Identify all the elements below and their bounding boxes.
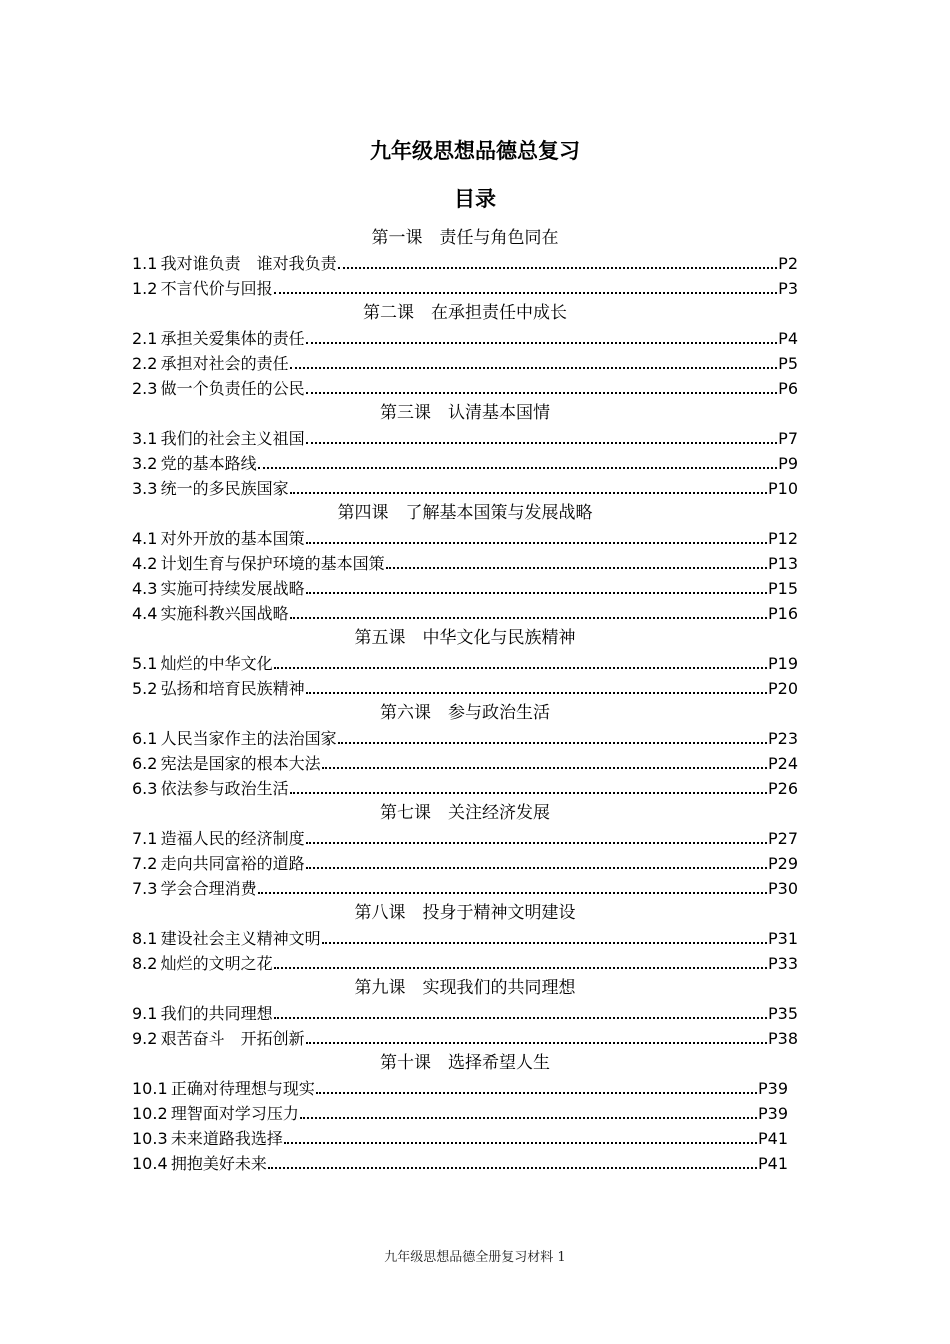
toc-entry-number: 1.2: [132, 279, 158, 298]
dot-leader: [274, 667, 767, 669]
toc-entry-page: P19: [767, 654, 798, 673]
toc-entry-label: 走向共同富裕的道路: [160, 854, 305, 873]
dot-leader: [306, 442, 778, 444]
toc-entry-label: 建设社会主义精神文明: [160, 929, 321, 948]
lesson-heading[interactable]: 第八课 投身于精神文明建设: [354, 903, 576, 923]
toc-entry[interactable]: [132, 776, 798, 801]
dot-leader: [290, 792, 767, 794]
dot-leader: [306, 542, 767, 544]
dot-leader: [306, 692, 767, 694]
toc-entry-label: 弘扬和培育民族精神: [160, 679, 305, 698]
toc-entry-label: 统一的多民族国家: [160, 479, 289, 498]
toc-entry[interactable]: [132, 476, 798, 501]
toc-entry-label: 我们的社会主义祖国: [160, 429, 305, 448]
toc-entry-label: 计划生育与保护环境的基本国策: [160, 554, 385, 573]
toc-entry[interactable]: [132, 876, 798, 901]
toc-entry-label: 我对谁负责 谁对我负责: [160, 254, 337, 273]
toc-entry-page: P16: [767, 604, 798, 623]
toc-entry[interactable]: [132, 1126, 798, 1151]
dot-leader: [322, 942, 767, 944]
toc-entry-page: P24: [767, 754, 798, 773]
dot-leader: [338, 742, 767, 744]
page-footer: 九年级思想品德全册复习材料 1: [384, 1250, 566, 1265]
dot-leader: [258, 467, 778, 469]
toc-entry-number: 9.1: [132, 1004, 158, 1023]
toc-entry[interactable]: [132, 1151, 798, 1176]
dot-leader: [306, 842, 767, 844]
toc-entry-number: 9.2: [132, 1029, 158, 1048]
toc-entry-page: P6: [778, 379, 798, 398]
toc-entry-number: 10.3: [132, 1129, 168, 1148]
toc-entry[interactable]: [132, 426, 798, 451]
toc-entry-number: 10.1: [132, 1079, 168, 1098]
dot-leader: [306, 592, 767, 594]
toc-entry-label: 人民当家作主的法治国家: [160, 729, 337, 748]
toc-entry[interactable]: [132, 526, 798, 551]
toc-entry[interactable]: [132, 376, 798, 401]
dot-leader: [290, 492, 767, 494]
toc-entry-label: 拥抱美好未来: [170, 1154, 267, 1173]
toc-entry-number: 2.1: [132, 329, 158, 348]
toc-entry-page: P20: [767, 679, 798, 698]
toc-entry-number: 4.1: [132, 529, 158, 548]
toc-entry[interactable]: [132, 276, 798, 301]
toc-entry-label: 灿烂的文明之花: [160, 954, 273, 973]
toc-entry[interactable]: [132, 851, 798, 876]
lesson-heading[interactable]: 第四课 了解基本国策与发展战略: [337, 503, 593, 523]
toc-entry-page: P4: [778, 329, 798, 348]
dot-leader: [284, 1142, 757, 1144]
dot-leader: [274, 967, 767, 969]
toc-entry-label: 正确对待理想与现实: [170, 1079, 315, 1098]
toc-entry-number: 6.3: [132, 779, 158, 798]
toc-entry-page: P38: [767, 1029, 798, 1048]
toc-entry-label: 未来道路我选择: [170, 1129, 283, 1148]
toc-entry-page: P13: [767, 554, 798, 573]
toc-entry[interactable]: [132, 826, 798, 851]
toc-entry[interactable]: [132, 1026, 798, 1051]
toc-entry-page: P12: [767, 529, 798, 548]
toc-entry-page: P2: [778, 254, 798, 273]
toc-entry[interactable]: [132, 601, 798, 626]
dot-leader: [290, 617, 767, 619]
toc-entry-number: 10.4: [132, 1154, 168, 1173]
toc-entry-page: P7: [778, 429, 798, 448]
dot-leader: [316, 1092, 757, 1094]
toc-entry[interactable]: [132, 1001, 798, 1026]
dot-leader: [258, 892, 767, 894]
toc-entry-number: 5.2: [132, 679, 158, 698]
lesson-heading[interactable]: 第十课 选择希望人生: [380, 1053, 550, 1073]
toc-entry-page: P15: [767, 579, 798, 598]
toc-entry-number: 4.2: [132, 554, 158, 573]
dot-leader: [386, 567, 767, 569]
table-of-contents: [132, 226, 798, 1176]
toc-entry-label: 造福人民的经济制度: [160, 829, 305, 848]
toc-entry[interactable]: [132, 1076, 798, 1101]
toc-entry-page: P31: [767, 929, 798, 948]
toc-entry-number: 3.3: [132, 479, 158, 498]
toc-entry-label: 艰苦奋斗 开拓创新: [160, 1029, 305, 1048]
toc-entry-page: P39: [757, 1104, 788, 1123]
toc-entry[interactable]: [132, 1101, 798, 1126]
lesson-heading[interactable]: 第三课 认清基本国情: [380, 403, 550, 423]
lesson-heading[interactable]: 第九课 实现我们的共同理想: [354, 978, 576, 998]
toc-entry-label: 承担关爱集体的责任: [160, 329, 305, 348]
toc-entry-number: 1.1: [132, 254, 158, 273]
toc-entry-page: P29: [767, 854, 798, 873]
dot-leader: [338, 267, 778, 269]
dot-leader: [268, 1167, 757, 1169]
toc-entry-page: P23: [767, 729, 798, 748]
toc-entry-number: 3.2: [132, 454, 158, 473]
toc-entry-label: 实施科教兴国战略: [160, 604, 289, 623]
toc-entry-label: 党的基本路线: [160, 454, 257, 473]
toc-entry-page: P26: [767, 779, 798, 798]
toc-entry-page: P5: [778, 354, 798, 373]
toc-entry-number: 8.1: [132, 929, 158, 948]
toc-entry-label: 依法参与政治生活: [160, 779, 289, 798]
dot-leader: [306, 1042, 767, 1044]
toc-title: 目录: [454, 187, 496, 211]
toc-entry-number: 5.1: [132, 654, 158, 673]
toc-entry[interactable]: [132, 726, 798, 751]
toc-entry-page: P27: [767, 829, 798, 848]
document-title: 九年级思想品德总复习: [370, 139, 580, 163]
toc-entry-page: P39: [757, 1079, 788, 1098]
lesson-heading[interactable]: 第七课 关注经济发展: [380, 803, 550, 823]
dot-leader: [290, 367, 778, 369]
dot-leader: [306, 392, 778, 394]
toc-entry[interactable]: [132, 751, 798, 776]
lesson-heading[interactable]: 第二课 在承担责任中成长: [363, 303, 567, 323]
toc-entry-label: 承担对社会的责任: [160, 354, 289, 373]
toc-entry-page: P9: [778, 454, 798, 473]
toc-entry[interactable]: [132, 451, 798, 476]
toc-entry-number: 6.1: [132, 729, 158, 748]
lesson-heading[interactable]: 第一课 责任与角色同在: [371, 228, 559, 248]
lesson-heading[interactable]: 第五课 中华文化与民族精神: [354, 628, 576, 648]
toc-entry[interactable]: [132, 676, 798, 701]
dot-leader: [274, 1017, 767, 1019]
toc-entry-page: P41: [757, 1129, 788, 1148]
dot-leader: [322, 767, 767, 769]
toc-entry-label: 不言代价与回报: [160, 279, 273, 298]
toc-entry[interactable]: [132, 576, 798, 601]
toc-entry-label: 对外开放的基本国策: [160, 529, 305, 548]
toc-entry[interactable]: [132, 326, 798, 351]
toc-entry-page: P35: [767, 1004, 798, 1023]
dot-leader: [306, 342, 778, 344]
toc-entry-label: 我们的共同理想: [160, 1004, 273, 1023]
toc-entry-page: P3: [778, 279, 798, 298]
toc-entry-number: 3.1: [132, 429, 158, 448]
toc-entry-label: 学会合理消费: [160, 879, 257, 898]
toc-entry-number: 7.3: [132, 879, 158, 898]
toc-entry-page: P10: [767, 479, 798, 498]
toc-entry[interactable]: [132, 951, 798, 976]
toc-entry-number: 2.3: [132, 379, 158, 398]
toc-entry-label: 实施可持续发展战略: [160, 579, 305, 598]
toc-entry-number: 2.2: [132, 354, 158, 373]
toc-entry-number: 8.2: [132, 954, 158, 973]
toc-entry-page: P41: [757, 1154, 788, 1173]
toc-entry[interactable]: [132, 926, 798, 951]
toc-entry-page: P33: [767, 954, 798, 973]
dot-leader: [300, 1117, 757, 1119]
toc-entry-number: 4.3: [132, 579, 158, 598]
toc-entry-label: 理智面对学习压力: [170, 1104, 299, 1123]
toc-entry-label: 做一个负责任的公民: [160, 379, 305, 398]
dot-leader: [306, 867, 767, 869]
toc-entry[interactable]: [132, 351, 798, 376]
lesson-heading[interactable]: 第六课 参与政治生活: [380, 703, 550, 723]
toc-entry-number: 7.1: [132, 829, 158, 848]
toc-entry[interactable]: [132, 251, 798, 276]
dot-leader: [274, 292, 778, 294]
toc-entry-number: 6.2: [132, 754, 158, 773]
toc-entry-label: 灿烂的中华文化: [160, 654, 273, 673]
toc-entry-label: 宪法是国家的根本大法: [160, 754, 321, 773]
toc-entry-number: 10.2: [132, 1104, 168, 1123]
toc-entry[interactable]: [132, 651, 798, 676]
toc-entry-number: 7.2: [132, 854, 158, 873]
toc-entry[interactable]: [132, 551, 798, 576]
toc-entry-page: P30: [767, 879, 798, 898]
toc-entry-number: 4.4: [132, 604, 158, 623]
